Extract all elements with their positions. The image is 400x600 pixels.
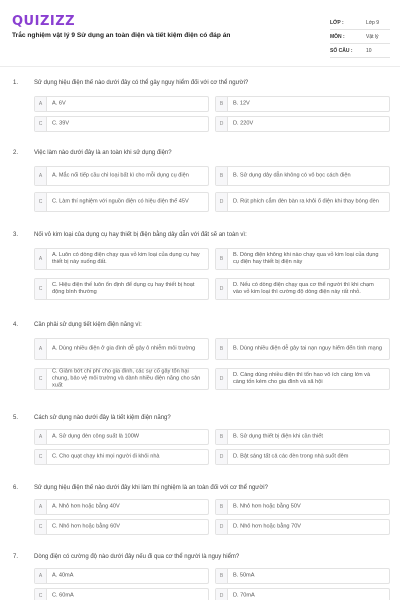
question-number: 4. bbox=[13, 322, 19, 328]
option-letter-badge: D bbox=[216, 520, 228, 534]
option-text: C. 39V bbox=[52, 120, 70, 127]
answer-option-c[interactable] bbox=[34, 449, 209, 465]
answer-option-a[interactable] bbox=[34, 338, 209, 360]
option-letter-badge: B bbox=[216, 339, 228, 359]
option-text: D. 220V bbox=[233, 120, 254, 127]
answer-option-d[interactable] bbox=[215, 368, 390, 390]
answer-option-c[interactable] bbox=[34, 116, 209, 132]
meta-subject-value: Vật lý bbox=[366, 33, 379, 40]
option-letter-badge: B bbox=[216, 500, 228, 514]
option-text: A. 40mA bbox=[52, 572, 74, 579]
option-letter-badge: D bbox=[216, 589, 228, 600]
answer-option-a[interactable] bbox=[34, 568, 209, 584]
answer-option-d[interactable] bbox=[215, 278, 390, 300]
option-letter-badge: C bbox=[35, 589, 47, 600]
answer-option-d[interactable] bbox=[215, 588, 390, 600]
question-text: Nối vỏ kim loại của dụng cụ hay thiết bị điện bằng dây dẫn với đất sẽ an toàn vì: bbox=[34, 232, 247, 238]
option-text: D. Nhỏ hơn hoặc bằng 70V bbox=[233, 523, 302, 530]
option-letter-badge: D bbox=[216, 117, 228, 131]
option-text: B. Nhỏ hơn hoặc bằng 50V bbox=[233, 503, 301, 510]
question-text: Việc làm nào dưới đây là an toàn khi sử dụng điện? bbox=[34, 150, 172, 156]
option-letter-badge: D bbox=[216, 279, 228, 299]
option-text: B. Sử dụng thiết bị điện khi cần thiết bbox=[233, 433, 323, 440]
option-letter-badge: B bbox=[216, 167, 228, 185]
option-letter-badge: A bbox=[35, 339, 47, 359]
answer-option-c[interactable] bbox=[34, 368, 209, 390]
question-text: Cách sử dụng nào dưới đây là tiết kiệm điện năng? bbox=[34, 415, 171, 421]
answer-option-b[interactable] bbox=[215, 96, 390, 112]
option-text: B. Dòng điện không khi nào chạy qua vỏ kim loại của dụng cụ điện hay thiết bị điện này bbox=[233, 252, 379, 265]
option-letter-badge: A bbox=[35, 167, 47, 185]
meta-count-value: 10 bbox=[366, 47, 372, 54]
option-text: C. 60mA bbox=[52, 592, 74, 599]
answer-option-c[interactable] bbox=[34, 278, 209, 300]
answer-option-b[interactable] bbox=[215, 568, 390, 584]
option-text: D. Nếu có dòng điện chạy qua cơ thể người thì khi chạm vào vỏ kim loại thì cường độ dòng điện này rất nhỏ. bbox=[233, 282, 374, 295]
option-letter-badge: C bbox=[35, 450, 47, 464]
worksheet-header bbox=[0, 0, 400, 68]
meta-class-row bbox=[330, 16, 390, 30]
meta-subject-row bbox=[330, 30, 390, 44]
option-letter-badge: B bbox=[216, 249, 228, 269]
header-divider bbox=[0, 66, 400, 67]
answer-option-a[interactable] bbox=[34, 429, 209, 445]
option-text: B. 12V bbox=[233, 100, 250, 107]
answer-option-d[interactable] bbox=[215, 116, 390, 132]
option-text: D. Rút phích cắm đèn bàn ra khỏi ổ điện khi thay bóng đèn bbox=[233, 198, 379, 205]
option-letter-badge: B bbox=[216, 430, 228, 444]
option-text: B. Sử dụng dây dẫn không có vỏ bọc cách điện bbox=[233, 172, 351, 179]
option-letter-badge: A bbox=[35, 97, 47, 111]
answer-option-b[interactable] bbox=[215, 499, 390, 515]
question-number: 7. bbox=[13, 554, 19, 560]
answer-option-b[interactable] bbox=[215, 429, 390, 445]
answer-option-a[interactable] bbox=[34, 499, 209, 515]
option-letter-badge: C bbox=[35, 369, 47, 389]
option-letter-badge: C bbox=[35, 193, 47, 211]
answer-option-b[interactable] bbox=[215, 248, 390, 270]
option-text: A. Dùng nhiều điện ở gia đình dễ gây ô nhiễm môi trường bbox=[52, 345, 196, 352]
answer-option-b[interactable] bbox=[215, 166, 390, 186]
worksheet-title: Trắc nghiệm vật lý 9 Sử dụng an toàn điện và tiết kiệm điện có đáp án bbox=[12, 32, 231, 39]
answer-option-a[interactable] bbox=[34, 96, 209, 112]
option-text: D. 70mA bbox=[233, 592, 255, 599]
option-text: B. 50mA bbox=[233, 572, 255, 579]
option-text: A. Nhỏ hơn hoặc bằng 40V bbox=[52, 503, 120, 510]
question-text: Sử dụng hiệu điện thế nào dưới đây khi làm thí nghiệm là an toàn đối với cơ thể người? bbox=[34, 485, 268, 491]
question-number: 3. bbox=[13, 232, 19, 238]
answer-option-d[interactable] bbox=[215, 449, 390, 465]
option-text: C. Giảm bớt chi phí cho gia đình, các sự cố gây tổn hại chung, bảo vệ môi trường và dành nhiều điện năng cho sản xuất bbox=[52, 368, 201, 389]
answer-option-b[interactable] bbox=[215, 338, 390, 360]
option-text: C. Cho quạt chạy khi mọi người đi khỏi nhà bbox=[52, 453, 160, 460]
meta-subject-label: MÔN : bbox=[330, 33, 345, 40]
option-letter-badge: A bbox=[35, 430, 47, 444]
option-letter-badge: C bbox=[35, 520, 47, 534]
option-text: C. Làm thí nghiệm với nguồn điện có hiệu điện thế 45V bbox=[52, 198, 189, 205]
option-letter-badge: C bbox=[35, 279, 47, 299]
meta-class-value: Lớp 9 bbox=[366, 19, 380, 26]
option-text: D. Bật sáng tất cả các đèn trong nhà suốt đêm bbox=[233, 453, 349, 460]
option-letter-badge: A bbox=[35, 569, 47, 583]
option-letter-badge: D bbox=[216, 193, 228, 211]
option-text: A. Sử dụng đèn công suất là 100W bbox=[52, 433, 140, 440]
answer-option-c[interactable] bbox=[34, 588, 209, 600]
meta-class-label: LỚP : bbox=[330, 19, 344, 26]
worksheet-meta bbox=[330, 16, 390, 58]
answer-option-a[interactable] bbox=[34, 166, 209, 186]
answer-option-c[interactable] bbox=[34, 192, 209, 212]
option-text: C. Nhỏ hơn hoặc bằng 60V bbox=[52, 523, 121, 530]
option-letter-badge: B bbox=[216, 569, 228, 583]
option-letter-badge: A bbox=[35, 249, 47, 269]
option-letter-badge: D bbox=[216, 369, 228, 389]
option-letter-badge: D bbox=[216, 450, 228, 464]
option-letter-badge: A bbox=[35, 500, 47, 514]
option-text: A. 6V bbox=[52, 100, 66, 107]
question-text: Dòng điện có cường độ nào dưới đây nếu đi qua cơ thể người là nguy hiểm? bbox=[34, 554, 240, 560]
question-text: Cần phải sử dụng tiết kiệm điện năng vì: bbox=[34, 322, 142, 328]
answer-option-d[interactable] bbox=[215, 519, 390, 535]
question-number: 2. bbox=[13, 150, 19, 156]
question-number: 1. bbox=[13, 80, 19, 86]
meta-count-label: SỐ CÂU : bbox=[330, 47, 353, 54]
question-number: 5. bbox=[13, 415, 19, 421]
option-text: A. Luôn có dòng điện chạy qua vỏ kim loại của dụng cụ hay thiết bị này xuống đất. bbox=[52, 252, 200, 265]
option-letter-badge: B bbox=[216, 97, 228, 111]
option-text: C. Hiệu điện thế luôn ổn định để dụng cụ hay thiết bị hoạt động bình thường bbox=[52, 282, 195, 295]
quizizz-logo: QUIZIZZ bbox=[12, 14, 76, 29]
answer-option-c[interactable] bbox=[34, 519, 209, 535]
question-text: Sử dụng hiệu điện thế nào dưới đây có thể gây nguy hiểm đối với cơ thể người? bbox=[34, 80, 249, 86]
answer-option-a[interactable] bbox=[34, 248, 209, 270]
option-letter-badge: C bbox=[35, 117, 47, 131]
question-number: 6. bbox=[13, 485, 19, 491]
option-text: D. Càng dùng nhiều điện thì tổn hao vô ích càng lớn và càng tốn kém cho gia đình và xã hội bbox=[233, 372, 371, 385]
meta-count-row bbox=[330, 44, 390, 58]
option-text: A. Mắc nối tiếp cầu chì loại bất kì cho mỗi dụng cụ điện bbox=[52, 172, 189, 179]
answer-option-d[interactable] bbox=[215, 192, 390, 212]
option-text: B. Dùng nhiều điện dễ gây tai nạn nguy hiểm đến tính mạng bbox=[233, 345, 382, 352]
